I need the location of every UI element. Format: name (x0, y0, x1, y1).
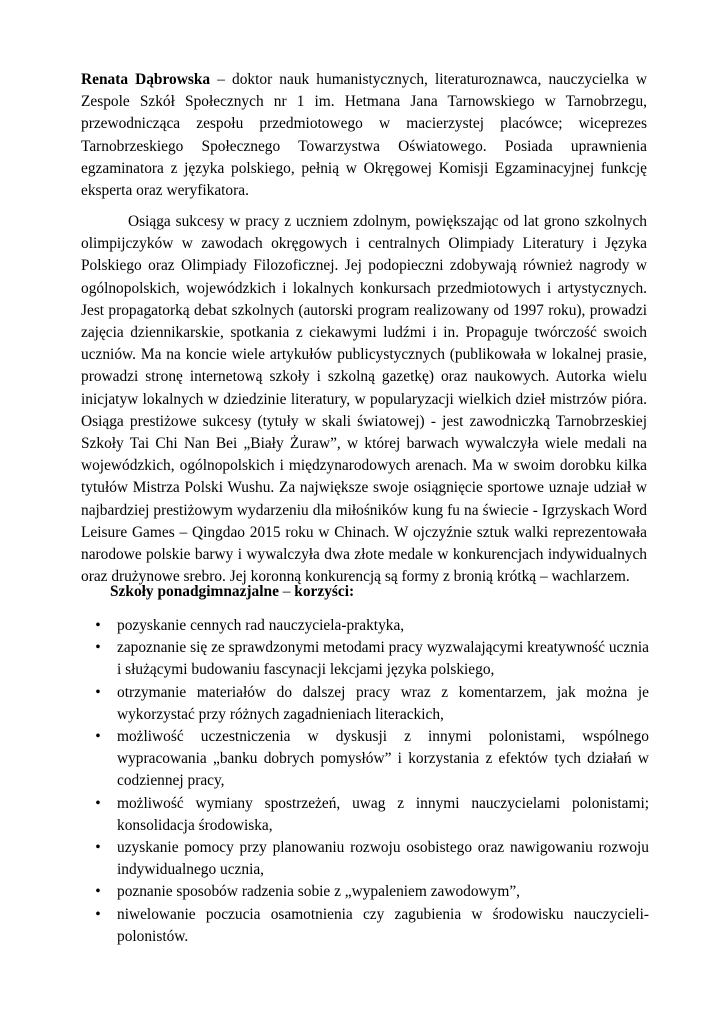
bio-paragraph-1 (81, 69, 647, 202)
list-item (95, 682, 649, 726)
bio-paragraph-1-text: – doktor nauk humanistycznych, literaturoznawca, nauczycielka w Zespole Szkół Społecznych nr 1 im. Hetmana Jana Tarnowskiego w Tarnobrzegu, przewodnicząca zespołu przedmiotowego w macierzystej placówce; wiceprezes Tarnobrzeskiego Społecznego Towarzystwa Oświatowego. Posiada uprawnienia egzaminatora z języka polskiego, pełnią w Okręgowej Komisji Egzaminacyjnej funkcję eksperta oraz weryfikatora. (81, 71, 647, 200)
list-item (95, 726, 649, 793)
list-item-text: możliwość uczestniczenia w dyskusji z innymi polonistami, wspólnego wypracowania „banku dobrych pomysłów” i korzystania z efektów tych działań w codziennej pracy, (117, 728, 649, 790)
list-item (95, 637, 649, 681)
list-item-text: uzyskanie pomocy przy planowaniu rozwoju osobistego oraz nawigowaniu rozwoju indywidualnego ucznia, (117, 839, 649, 879)
list-item-text: poznanie sposobów radzenia sobie z „wypaleniem zawodowym”, (117, 883, 521, 901)
section-heading (110, 581, 354, 603)
bullet-icon: • (95, 794, 101, 812)
list-item-text: zapoznanie się ze sprawdzonymi metodami pracy wyzwalającymi kreatywność ucznia i służącymi budowaniu fascynacji lekcjami języka polskiego, (117, 639, 649, 679)
list-item-text: niwelowanie poczucia osamotnienia czy zagubienia w środowisku nauczycieli-polonistów. (117, 905, 649, 945)
benefits-list (95, 615, 649, 948)
bullet-icon: • (95, 728, 101, 746)
bullet-icon: • (95, 883, 101, 901)
section-heading-dash: – (278, 583, 295, 600)
bullet-icon: • (95, 683, 101, 701)
list-item (95, 881, 649, 903)
bullet-icon: • (95, 639, 101, 657)
author-name: Renata Dąbrowska (81, 71, 211, 88)
list-item (95, 793, 649, 837)
bio-paragraph-2: Osiąga sukcesy w pracy z uczniem zdolnym, powiększając od lat grono szkolnych olimpijczyków w zawodach okręgowych i centralnych Olimpiady Literatury i Języka Polskiego oraz Olimpiady Filozoficznej. Jej podopieczni zdobywają również nagrody w ogólnopolskich, wojewódzkich i lokalnych konkursach przedmiotowych i artystycznych. Jest propagatorką debat szkolnych (autorski program realizowany od 1997 roku), prowadzi zajęcia dziennikarskie, spotkania z ciekawymi ludźmi i in. Propaguje twórczość swoich uczniów. Ma na koncie wiele artykułów publicystycznych (publikowała w lokalnej prasie, prowadzi stronę internetową szkoły i szkolną gazetkę) oraz naukowych. Autorka wielu inicjatyw lokalnych w dziedzinie literatury, w popularyzacji wielkich dzieł mistrzów pióra. Osiąga prestiżowe sukcesy (tytuły w skali światowej) - jest zawodniczką Tarnobrzeskiej Szkoły Tai Chi Nan Bei „Biały Żuraw”, w której barwach wywalczyła wiele medali na wojewódzkich, ogólnopolskich i międzynarodowych arenach. Ma w swoim dorobku kilka tytułów Mistrza Polski Wushu. Za największe swoje osiągnięcie sportowe uznaje udział w najbardziej prestiżowym wydarzeniu dla miłośników kung fu na świecie - Igrzyskach Word Leisure Games – Qingdao 2015 roku w Chinach. W ojczyźnie sztuk walki reprezentowała narodowe polskie barwy i wywalczyła dwa złote medale w konkurencjach indywidualnych oraz drużynowe srebro. Jej koronną konkurencją są formy z bronią krótką – wachlarzem. (81, 213, 647, 586)
list-item (95, 615, 649, 637)
list-item-text: możliwość wymiany spostrzeżeń, uwag z innymi nauczycielami polonistami; konsolidacja środowiska, (117, 794, 649, 834)
bullet-icon: • (95, 617, 101, 634)
list-item-text: pozyskanie cennych rad nauczyciela-praktyka, (117, 617, 405, 634)
list-item (95, 837, 649, 881)
bullet-icon: • (95, 839, 101, 857)
section-heading-title: Szkoły ponadgimnazjalne (110, 583, 279, 600)
list-item (95, 904, 649, 948)
section-heading-tail: korzyści: (294, 583, 355, 600)
bullet-icon: • (95, 905, 101, 923)
list-item-text: otrzymanie materiałów do dalszej pracy wraz z komentarzem, jak można je wykorzystać przy różnych zagadnieniach literackich, (117, 683, 649, 723)
